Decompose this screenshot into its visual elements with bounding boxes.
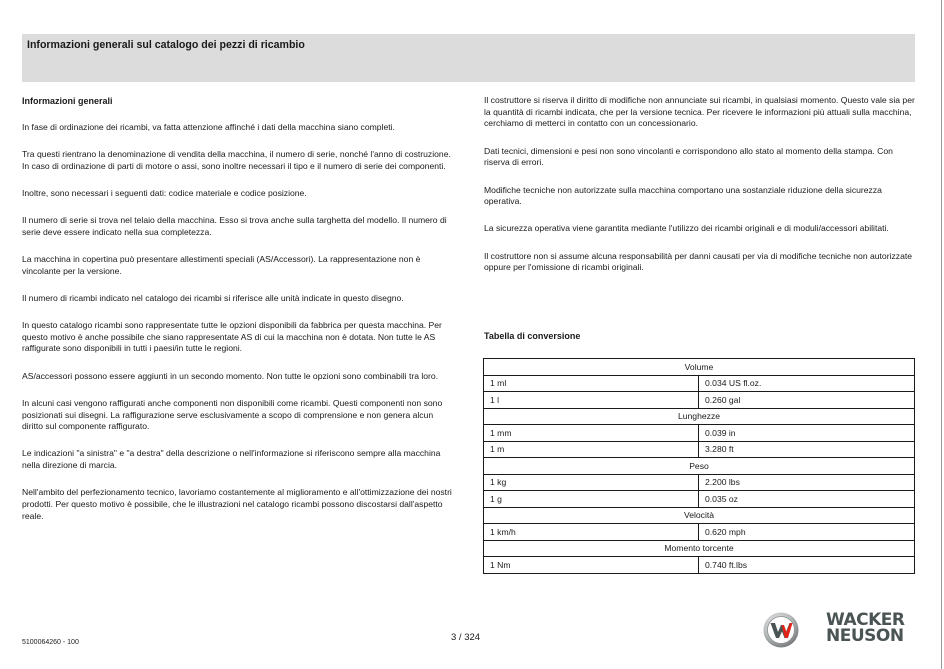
paragraph: In questo catalogo ricambi sono rappresentate tutte le opzioni disponibili da fabbrica per questa macchina. Per questo motivo è anche possibile che siano rappresentate AS di cui la macchina non è dotata. Non tutte le AS raffigurate sono disponibili in tutti i paesi/in tutte le regioni.	[22, 320, 442, 354]
value-cell: 0.740 ft.lbs	[699, 557, 915, 574]
table-row	[484, 441, 915, 458]
table-row	[484, 524, 915, 541]
paragraph: Inoltre, sono necessari i seguenti dati: codice materiale e codice posizione.	[22, 187, 307, 198]
document-code: 5100064260 - 100	[22, 639, 79, 646]
unit-cell: 1 ml	[484, 375, 699, 392]
paragraph: La sicurezza operativa viene garantita mediante l'utilizzo dei ricambi originali e di moduli/accessori abilitati.	[484, 223, 889, 234]
page-edge-line	[941, 0, 942, 669]
category-row: Lunghezze	[484, 408, 915, 425]
page-header-band	[22, 34, 915, 82]
paragraph: Il numero di ricambi indicato nel catalogo dei ricambi si riferisce alle unità indicate in questo disegno.	[22, 292, 404, 303]
paragraph: Nell'ambito del perfezionamento tecnico, lavoriamo costantemente al miglioramento e all'ottimizzazione dei nostri prodotti. Per questo motivo è possibile, che le illustrazioni nel catalogo ricambi possono discostarsi dall'aspetto reale.	[22, 487, 452, 521]
value-cell: 0.620 mph	[699, 524, 915, 541]
paragraph: Modifiche tecniche non autorizzate sulla macchina comportano una sostanziale riduzione della sicurezza operativa.	[484, 184, 882, 207]
logo-line-2: NEUSON	[826, 626, 904, 646]
category-row: Momento torcente	[484, 540, 915, 557]
value-cell: 0.034 US fl.oz.	[699, 375, 915, 392]
table-row	[484, 557, 915, 574]
paragraph: Le indicazioni "a sinistra" e "a destra" della descrizione o nell'informazione si riferiscono sempre alla macchina nella direzione di marcia.	[22, 448, 441, 471]
value-cell: 2.200 lbs	[699, 474, 915, 491]
paragraph: Il costruttore si riserva il diritto di modifiche non annunciate sui ricambi, in qualsiasi momento. Questo vale sia per la quantità di ricambi indicata, che per la versione tecnica. Per ricevere le informazioni più attuali sulla macchina, cerchiamo di metterci in contatto con un concessionario.	[484, 95, 915, 129]
page-indicator: 3 / 324	[451, 632, 481, 643]
logo-line-1: WACKER	[826, 610, 905, 630]
paragraph: Tra questi rientrano la denominazione di vendita della macchina, il numero di serie, nonché l'anno di costruzione. In caso di ordinazione di parti di motore o assi, sono inoltre necessari il tipo e il numero di serie dei componenti.	[22, 148, 451, 171]
value-cell: 3.280 ft	[699, 441, 915, 458]
category-row: Volume	[484, 359, 915, 376]
unit-cell: 1 g	[484, 491, 699, 508]
unit-cell: 1 mm	[484, 425, 699, 442]
unit-cell: 1 km/h	[484, 524, 699, 541]
table-row	[484, 474, 915, 491]
value-cell: 0.039 in	[699, 425, 915, 442]
right-column	[484, 95, 916, 290]
category-row: Velocità	[484, 507, 915, 524]
category-row: Peso	[484, 458, 915, 475]
conversion-table-title: Tabella di conversione	[484, 331, 581, 341]
paragraph: Dati tecnici, dimensioni e pesi non sono vincolanti e corrispondono allo stato al momento della stampa. Con riserva di errori.	[484, 145, 893, 168]
paragraph: La macchina in copertina può presentare allestimenti speciali (AS/Accessori). La rappresentazione non è vincolante per la versione.	[22, 253, 421, 276]
page-title: Informazioni generali sul catalogo dei pezzi di ricambio	[27, 39, 305, 51]
paragraph: In alcuni casi vengono raffigurati anche componenti non disponibili come ricambi. Questi componenti non sono posizionati sui disegni. La raffigurazione serve esclusivamente a scopo di comprensione e non genera alcun diritto sul componente raffigurato.	[22, 397, 443, 432]
unit-cell: 1 kg	[484, 474, 699, 491]
conversion-table	[483, 358, 915, 574]
table-row	[484, 392, 915, 409]
value-cell: 0.260 gal	[699, 392, 915, 409]
paragraph: Il numero di serie si trova nel telaio della macchina. Esso si trova anche sulla targhetta del modello. Il numero di serie deve essere indicato nella sua completezza.	[22, 215, 447, 237]
unit-cell: 1 Nm	[484, 557, 699, 574]
left-column	[22, 96, 454, 538]
wacker-neuson-logo-icon	[763, 612, 799, 648]
unit-cell: 1 l	[484, 392, 699, 409]
value-cell: 0.035 oz	[699, 491, 915, 508]
paragraph: Il costruttore non si assume alcuna responsabilità per danni causati per via di modifiche tecniche non autorizzate oppure per l'omissione di ricambi originali.	[484, 250, 913, 273]
table-row	[484, 491, 915, 508]
table-row	[484, 425, 915, 442]
paragraph: In fase di ordinazione dei ricambi, va fatta attenzione affinché i dati della macchina siano completi.	[22, 121, 395, 132]
wacker-neuson-logo-text	[826, 612, 916, 644]
unit-cell: 1 m	[484, 441, 699, 458]
paragraph: AS/accessori possono essere aggiunti in un secondo momento. Non tutte le opzioni sono combinabili tra loro.	[22, 370, 439, 381]
section-title: Informazioni generali	[22, 96, 113, 106]
table-row	[484, 375, 915, 392]
